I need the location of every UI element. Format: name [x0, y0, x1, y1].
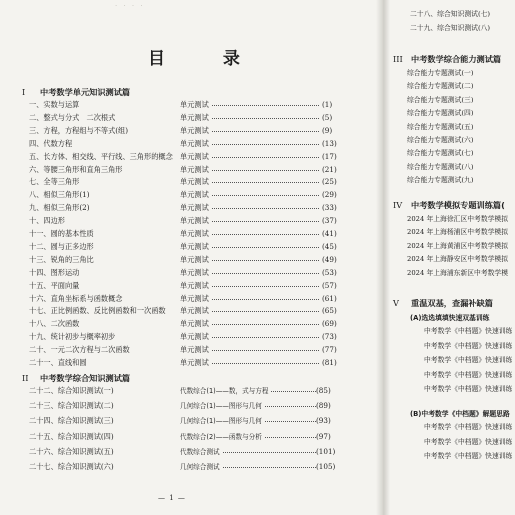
toc-entry: 综合能力专题测试(二)	[407, 82, 474, 91]
toc-entry-category: 单元测试	[180, 254, 209, 264]
toc-entry: 2024 年上海浦东新区中考数学模	[407, 268, 509, 277]
toc-entry-title: 十九、统计初步与概率初步	[29, 332, 116, 342]
toc-entry-title: 二十一、直线和圆	[29, 358, 87, 367]
toc-entry: 综合能力专题测试(八)	[407, 162, 474, 171]
toc-entry-page: (65)	[322, 306, 337, 316]
toc-entry-page: (57)	[322, 280, 337, 290]
toc-entry-page: (53)	[322, 267, 337, 277]
toc-entry-title: 二十三、综合知识测试(二)	[29, 401, 114, 411]
section-5-heading	[393, 298, 493, 309]
toc-entry: 2024 年上海徐汇区中考数学模拟	[407, 215, 509, 223]
toc-entry-page: (61)	[322, 293, 337, 303]
toc-entry-title: 十二、圆与正多边形	[29, 241, 94, 251]
toc-entry-title: 十八、二次函数	[29, 319, 80, 329]
toc-entry-title: 十五、平面向量	[29, 280, 80, 290]
toc-entry	[29, 125, 352, 137]
toc-entry-page: (1)	[322, 100, 333, 109]
toc-entry-page: (101)	[316, 446, 336, 456]
toc-entry-category: 单元测试	[180, 100, 209, 109]
toc-entry-page: (85)	[316, 386, 331, 395]
leader-dots	[212, 324, 319, 325]
toc-entry-title: 二十二、综合知识测试(一)	[29, 386, 114, 395]
toc-entry-category: 单元测试	[180, 138, 209, 148]
toc-entry-title: 七、全等三角形	[29, 177, 80, 187]
page-title: 目 录	[148, 49, 266, 69]
toc-entry	[29, 202, 352, 214]
toc-entry-title: 三、方程，方程组与不等式(组)	[29, 125, 129, 135]
toc-entry-page: (9)	[322, 125, 333, 135]
leader-dots	[212, 350, 319, 351]
bleed-through-text: · · · ·	[115, 2, 145, 10]
toc-entry	[29, 280, 352, 292]
toc-entry-category: 几何综合测试	[180, 463, 220, 471]
toc-entry-title: 六、等腰三角形和直角三角形	[29, 164, 123, 174]
section-5-subheading-a: (A)选选填填快速双基训练	[410, 314, 490, 322]
toc-entry-title: 十七、正比例函数、反比例函数和一次函数	[29, 306, 166, 316]
toc-entry-category: 几何综合(1)——图形与几何	[180, 402, 262, 411]
toc-entry-category: 单元测试	[180, 293, 209, 303]
toc-entry-category: 单元测试	[180, 164, 209, 174]
leader-dots	[212, 195, 319, 196]
leader-dots	[265, 437, 316, 438]
toc-entry-category: 单元测试	[180, 345, 209, 355]
toc-entry-title: 十六、直角坐标系与函数概念	[29, 293, 123, 303]
right-top-item: 二十八、综合知识测试(七)	[410, 10, 491, 18]
toc-entry-category: 代数综合(1)——数，式与方程	[180, 387, 269, 395]
leader-dots	[223, 467, 316, 468]
toc-entry-category: 代数综合(2)——函数与分析	[180, 432, 262, 441]
toc-entry-category: 单元测试	[180, 125, 209, 135]
toc-entry-category: 单元测试	[180, 177, 209, 187]
toc-entry-title: 二十六、综合知识测试(五)	[29, 446, 114, 456]
toc-entry-category: 代数综合测试	[180, 447, 220, 456]
toc-entry-category: 单元测试	[180, 229, 209, 238]
toc-entry-page: (33)	[322, 203, 337, 213]
toc-entry	[29, 254, 352, 266]
toc-entry	[29, 138, 352, 150]
toc-entry-title: 十四、图形运动	[29, 267, 80, 277]
toc-entry-page: (21)	[322, 164, 337, 174]
section-5-title: 重温双基，查漏补缺篇	[411, 298, 493, 308]
leader-dots	[212, 363, 319, 364]
toc-entry: 综合能力专题测试(六)	[407, 136, 474, 144]
toc-entry: 2024 年上海杨浦区中考数学模拟	[407, 228, 509, 237]
toc-entry-category: 单元测试	[180, 319, 209, 329]
toc-entry-title: 二十五、综合知识测试(四)	[29, 431, 114, 441]
toc-entry-category: 单元测试	[180, 190, 209, 200]
toc-entry: 中考数学《中档题》快速训练	[424, 370, 513, 379]
section-2-heading	[22, 373, 130, 384]
toc-entry	[29, 99, 352, 111]
toc-entry-category: 单元测试	[180, 112, 209, 122]
toc-entry: 综合能力专题测试(一)	[407, 69, 474, 77]
toc-entry-category: 几何综合(1)——图形与几何	[180, 417, 262, 426]
toc-entry	[29, 228, 352, 240]
section-5-number: V	[393, 298, 399, 308]
toc-entry	[29, 176, 352, 188]
leader-dots	[212, 144, 319, 145]
toc-entry-page: (73)	[322, 332, 337, 342]
section-3-heading	[393, 54, 501, 65]
toc-entry: 综合能力专题测试(七)	[407, 149, 474, 158]
section-4-heading	[393, 200, 505, 211]
toc-entry-page: (45)	[322, 241, 337, 251]
toc-entry	[29, 318, 352, 330]
toc-entry: 综合能力专题测试(四)	[407, 109, 474, 118]
toc-entry-page: (25)	[322, 177, 337, 187]
toc-entry-title: 十三、锐角的三角比	[29, 254, 94, 264]
toc-entry	[29, 446, 346, 458]
toc-entry: 中考数学《中档题》快速训练	[424, 423, 513, 431]
leader-dots	[212, 234, 319, 235]
toc-entry-page: (49)	[322, 254, 337, 264]
leader-dots	[212, 337, 319, 338]
section-1-number: I	[22, 87, 26, 97]
leader-dots	[212, 157, 319, 158]
leader-dots	[212, 182, 319, 183]
toc-entry: 中考数学《中档题》快速训练	[424, 341, 513, 350]
toc-entry-title: 八、相似三角形(1)	[29, 190, 90, 200]
toc-entry	[29, 293, 352, 305]
section-4-number: IV	[393, 200, 403, 210]
leader-dots	[212, 299, 319, 300]
page-number: — 1 —	[158, 494, 186, 502]
toc-entry: 中考数学《中档题》快速训练	[424, 327, 513, 335]
toc-entry: 综合能力专题测试(三)	[407, 95, 474, 104]
toc-entry-category: 单元测试	[180, 241, 209, 251]
leader-dots	[212, 260, 319, 261]
toc-entry-title: 五、长方体、相交线、平行线、三角形的概念	[29, 151, 173, 161]
leader-dots	[271, 391, 316, 392]
toc-entry-category: 单元测试	[180, 267, 209, 277]
toc-entry	[29, 164, 352, 176]
leader-dots	[212, 105, 319, 106]
right-top-item: 二十九、综合知识测试(八)	[410, 24, 491, 32]
section-5-subheading-b: (B)中考数学《中档题》解题思路	[410, 410, 510, 418]
toc-entry	[29, 385, 346, 397]
toc-entry	[29, 305, 352, 317]
toc-entry	[29, 415, 346, 427]
toc-entry	[29, 357, 352, 369]
toc-entry	[29, 189, 352, 201]
toc-entry-title: 二、整式与分式 二次根式	[29, 112, 116, 122]
leader-dots	[212, 311, 319, 312]
toc-entry: 中考数学《中档题》快速训练	[424, 437, 513, 446]
toc-entry-page: (13)	[322, 138, 337, 148]
toc-entry-page: (105)	[316, 462, 336, 471]
leader-dots	[265, 406, 316, 407]
toc-entry-page: (37)	[322, 216, 337, 226]
section-3-number: III	[393, 54, 403, 64]
toc-entry-page: (17)	[322, 151, 337, 161]
toc-entry-page: (97)	[316, 431, 331, 441]
toc-entry-page: (41)	[322, 229, 337, 238]
toc-entry-category: 单元测试	[180, 216, 209, 226]
toc-entry-page: (69)	[322, 319, 337, 329]
toc-entry	[29, 215, 352, 227]
toc-entry: 中考数学《中档题》快速训练	[424, 452, 513, 461]
toc-entry	[29, 267, 352, 279]
toc-entry-title: 四、代数方程	[29, 138, 73, 148]
toc-entry	[29, 331, 352, 343]
section-1-heading	[22, 87, 130, 98]
toc-entry-title: 二十七、综合知识测试(六)	[29, 462, 114, 471]
toc-entry	[29, 431, 346, 443]
toc-entry-page: (93)	[316, 416, 331, 426]
section-4-title: 中考数学模拟专题训练篇(	[411, 200, 505, 210]
toc-entry-page: (77)	[322, 345, 337, 355]
toc-entry	[29, 241, 352, 253]
toc-entry	[29, 151, 352, 163]
toc-entry-page: (81)	[322, 358, 337, 367]
toc-entry-page: (89)	[316, 401, 331, 411]
toc-entry-category: 单元测试	[180, 358, 209, 367]
toc-entry-category: 单元测试	[180, 332, 209, 342]
section-2-number: II	[22, 373, 29, 383]
leader-dots	[212, 273, 319, 274]
toc-entry	[29, 344, 352, 356]
toc-entry	[29, 461, 346, 473]
section-2-title: 中考数学综合知识测试篇	[40, 373, 131, 383]
leader-dots	[212, 131, 319, 132]
toc-entry-title: 十、四边形	[29, 216, 65, 226]
toc-entry: 2024 年上海静安区中考数学模拟	[407, 255, 509, 264]
leader-dots	[212, 208, 319, 209]
section-1-title: 中考数学单元知识测试篇	[40, 87, 131, 97]
toc-entry-page: (29)	[322, 190, 337, 200]
toc-entry-title: 二十、一元二次方程与二次函数	[29, 345, 130, 355]
toc-entry: 综合能力专题测试(五)	[407, 122, 474, 131]
leader-dots	[212, 118, 319, 119]
toc-entry: 综合能力专题测试(九)	[407, 176, 474, 185]
toc-entry: 中考数学《中档题》快速训练	[424, 385, 513, 394]
leader-dots	[212, 221, 319, 222]
toc-entry	[29, 112, 352, 124]
toc-entry-title: 二十四、综合知识测试(三)	[29, 416, 114, 426]
toc-entry: 2024 年上海黄浦区中考数学模拟	[407, 241, 509, 250]
toc-entry-title: 九、相似三角形(2)	[29, 203, 90, 213]
toc-entry-category: 单元测试	[180, 203, 209, 213]
toc-entry	[29, 400, 346, 412]
leader-dots	[212, 170, 319, 171]
leader-dots	[265, 421, 316, 422]
toc-entry: 中考数学《中档题》快速训练	[424, 356, 513, 365]
toc-entry-title: 十一、圆的基本性质	[29, 229, 94, 238]
toc-entry-category: 单元测试	[180, 280, 209, 290]
toc-entry-title: 一、实数与运算	[29, 100, 80, 109]
toc-entry-page: (5)	[322, 112, 333, 122]
toc-entry-category: 单元测试	[180, 151, 209, 161]
book-gutter	[376, 0, 390, 515]
leader-dots	[212, 247, 319, 248]
toc-entry-category: 单元测试	[180, 306, 209, 316]
section-3-title: 中考数学综合能力测试篇	[411, 54, 502, 64]
leader-dots	[223, 452, 316, 453]
leader-dots	[212, 286, 319, 287]
